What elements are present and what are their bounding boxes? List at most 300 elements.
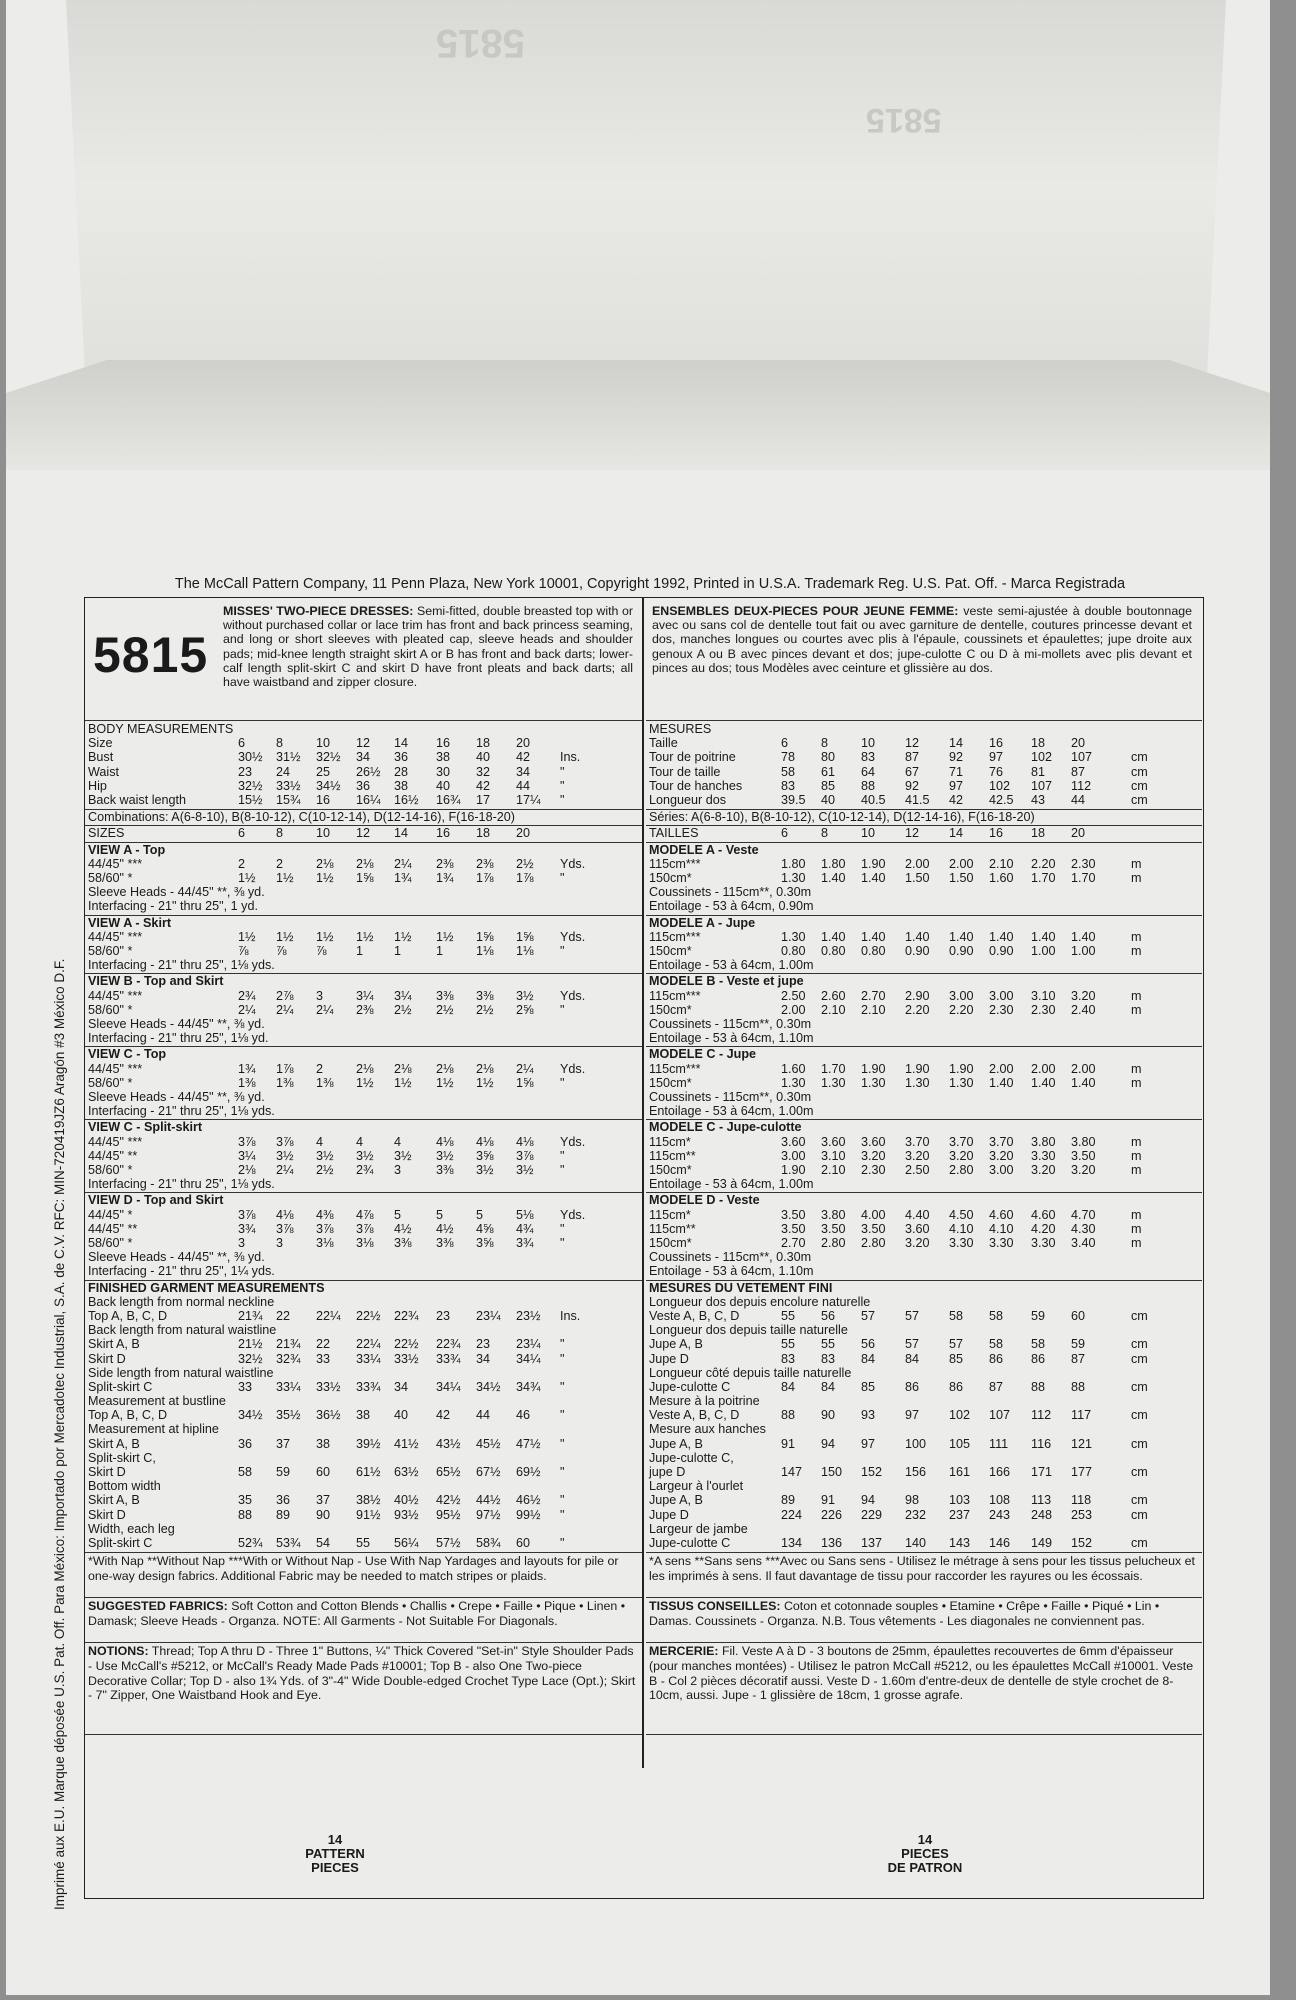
cell-value: 3⅞ (276, 1134, 294, 1149)
cell-value: 3⅜ (436, 1162, 454, 1177)
cell-value: 112 (1071, 778, 1092, 793)
measurement-caption: Measurement at hipline (88, 1422, 219, 1437)
cell-value: 21¾ (238, 1308, 263, 1323)
cell-value: 1½ (276, 929, 294, 944)
cell-value: 3½ (476, 1162, 494, 1177)
cell-value: 16 (316, 792, 331, 807)
view-note: Coussinets - 115cm**, 0.30m (649, 1250, 812, 1265)
cell-value: 31½ (276, 750, 301, 765)
cell-value: 32¾ (276, 1351, 301, 1366)
cell-value: 3.50 (1071, 1148, 1096, 1163)
sizes-row (88, 826, 638, 840)
row-label: Taille (649, 736, 678, 751)
table-row (88, 793, 638, 807)
cell-value: 1½ (316, 870, 334, 885)
unit-label: cm (1131, 1408, 1148, 1423)
row-label: Veste A, B, C, D (649, 1408, 740, 1423)
cell-value: 25 (316, 764, 331, 779)
cell-value: 2⅛ (476, 1061, 494, 1076)
cell-value: 3.80 (1071, 1134, 1096, 1149)
cell-value: 14 (949, 736, 964, 751)
unit-label: " (560, 1221, 565, 1236)
table-row (649, 857, 1198, 871)
cell-value: 86 (989, 1351, 1004, 1366)
measurement-caption: Back length from natural waistline (88, 1323, 277, 1338)
cell-value: 100 (905, 1436, 927, 1451)
unit-label: " (560, 943, 565, 958)
view-title: VIEW C - Split-skirt (88, 1120, 203, 1135)
cell-value: 2¾ (238, 988, 256, 1003)
cell-value: 87 (1071, 764, 1086, 779)
cell-value: 2⅛ (436, 1061, 454, 1076)
unit-label: " (560, 1075, 565, 1090)
table-row (88, 1236, 638, 1250)
cell-value: 111 (989, 1436, 1009, 1451)
cell-value: 1½ (238, 870, 256, 885)
cell-value: 1⅝ (516, 1075, 534, 1090)
unit-label: cm (1131, 792, 1148, 807)
cell-value: 3¼ (238, 1148, 256, 1163)
cell-value: 1 (356, 943, 364, 958)
cell-value: 33½ (276, 778, 301, 793)
notions-title: NOTIONS: (88, 1644, 149, 1659)
sizes-row (649, 826, 1198, 840)
pieces-label: PATTERN (305, 1846, 365, 1861)
table-row (88, 1309, 638, 1323)
cell-value: 57 (905, 1337, 920, 1352)
cell-value: 3.30 (949, 1235, 974, 1250)
cell-value: 2½ (436, 1002, 454, 1017)
measurement-caption: Longueur dos depuis encolure naturelle (649, 1294, 871, 1309)
cell-value: 42.5 (989, 792, 1014, 807)
cell-value: 3⅝ (476, 1235, 494, 1250)
cell-value: 3½ (276, 1148, 294, 1163)
cell-value: 40½ (394, 1493, 419, 1508)
row-label: Skirt A, B (88, 1337, 140, 1352)
cell-value: 5⅛ (516, 1207, 534, 1222)
cell-value: 0.90 (905, 943, 930, 958)
cell-value: 16¾ (436, 792, 461, 807)
cell-value: 2.00 (1031, 1061, 1056, 1076)
cell-value: 55 (781, 1337, 796, 1352)
table-row (649, 1465, 1198, 1479)
table-row (649, 1408, 1198, 1422)
cell-value: 42 (476, 778, 491, 793)
row-label: Tour de taille (649, 764, 721, 779)
row-label: Skirt A, B (88, 1493, 140, 1508)
cell-value: 1½ (476, 1075, 494, 1090)
side-import-text: Imprimé aux E.U. Marque déposée U.S. Pat. Off. Para México: Importado por Mercadotec Industrial, S.A. de C.V. RFC: MIN-720419JZ6 Aragón #3 México D.F. (52, 958, 67, 1910)
cell-value: 63½ (394, 1465, 419, 1480)
cell-value: 38½ (356, 1493, 381, 1508)
cell-value: 40 (476, 750, 491, 765)
unit-label: cm (1131, 750, 1148, 765)
cell-value: 22 (316, 1337, 331, 1352)
cell-value: 97 (989, 750, 1004, 765)
suggested-fabrics (649, 1599, 1196, 1628)
cell-value: 42 (516, 750, 531, 765)
row-label: 150cm* (649, 1162, 692, 1177)
cell-value: 2⅛ (238, 1162, 256, 1177)
cell-value: 81 (1031, 764, 1046, 779)
cell-value: 2⅛ (394, 1061, 412, 1076)
section-rule (85, 1552, 642, 1553)
cell-value: 3¼ (394, 988, 412, 1003)
cell-value: 44½ (476, 1493, 501, 1508)
cell-value: 8 (821, 736, 829, 751)
table-row (88, 1062, 638, 1076)
cell-value: 33½ (394, 1351, 419, 1366)
cell-value: 38 (394, 778, 409, 793)
cell-value: 15½ (238, 792, 263, 807)
table-row (88, 1465, 638, 1479)
cell-value: 118 (1071, 1493, 1092, 1508)
cell-value: 3½ (436, 1148, 454, 1163)
cell-value: 2.70 (861, 988, 886, 1003)
cell-value: 2.00 (905, 856, 930, 871)
cell-value: 3.20 (905, 1235, 930, 1250)
cell-value: 3½ (316, 1148, 334, 1163)
cell-value: 2.40 (1071, 1002, 1096, 1017)
view-title: MODELE A - Veste (649, 842, 759, 857)
cell-value: 4¾ (516, 1221, 534, 1236)
measurement-caption: Mesure à la poitrine (649, 1394, 760, 1409)
cell-value: 2⅛ (316, 856, 334, 871)
row-label: Top A, B, C, D (88, 1308, 168, 1323)
cell-value: 34½ (476, 1379, 501, 1394)
table-title: MESURES DU VETEMENT FINI (649, 1280, 833, 1295)
cell-value: 2.50 (905, 1162, 930, 1177)
cell-value: 34¼ (436, 1379, 461, 1394)
cell-value: 97 (949, 778, 964, 793)
table-row (88, 1380, 638, 1394)
cell-value: 34¼ (516, 1351, 541, 1366)
cell-value: 3.50 (781, 1221, 806, 1236)
cell-value: 3⅞ (276, 1221, 294, 1236)
cell-value: 2.60 (821, 988, 846, 1003)
cell-value: 94 (861, 1493, 876, 1508)
cell-value: 1.70 (1031, 870, 1056, 885)
pieces-count: 14 (917, 1832, 933, 1847)
cell-value: 34½ (238, 1408, 263, 1423)
cell-value: 3.00 (949, 988, 974, 1003)
cell-value: 85 (821, 778, 836, 793)
cell-value: 0.80 (821, 943, 846, 958)
notions-text: Fil. Veste A à D - 3 boutons de 25mm, épaulettes recouvertes de 6mm d'épaisseur (pour manches montées) - Utilisez le patron McCall #5212, ou les épaulettes McCall #10001. Veste B - Col 2 pièces décoratif aussi. Veste D - 1.60m d'entre-deux de dentelle de style crochet de 8-10cm, aussi. Jupe - 1 glissière de 18cm, 1 grosse agrafe. (649, 1644, 1194, 1703)
cell-value: 53¾ (276, 1535, 301, 1550)
notions (88, 1644, 636, 1702)
cell-value: 45½ (476, 1436, 501, 1451)
cell-value: 143 (949, 1535, 971, 1550)
row-label: Waist (88, 764, 120, 779)
table-row (649, 989, 1198, 1003)
row-label: Skirt A, B (88, 1436, 140, 1451)
row-label: 115cm** (649, 1148, 696, 1163)
cell-value: 58 (989, 1337, 1004, 1352)
row-label: 58/60" * (88, 1075, 133, 1090)
unit-label: m (1131, 1134, 1142, 1149)
notions-text: Thread; Top A thru D - Three 1" Buttons, ¼" Thick Covered "Set-in" Style Shoulder Pads - Use McCall's #5212, or McCall's Ready Made Pads #10001; Top B - also One Two-piece Decorative Collar; Top D - also 1¾ Yds. of 3"-4" Wide Double-edged Crochet Type Lace (Opt.); Skirt - 7" Zipper, One Waistband Hook and Eye. (88, 1644, 636, 1703)
row-label: Veste A, B, C, D (649, 1308, 740, 1323)
cell-value: 87 (905, 750, 920, 765)
envelope-fold (6, 360, 1270, 470)
row-label: 115cm*** (649, 988, 701, 1003)
cell-value: 3 (316, 988, 324, 1003)
cell-value: 56¼ (394, 1535, 419, 1550)
cell-value: 35½ (276, 1408, 301, 1423)
pattern-number: 5815 (93, 627, 209, 683)
unit-label: " (560, 1408, 565, 1423)
row-label: 58/60" * (88, 1002, 133, 1017)
yardage-view-block (649, 1193, 1198, 1278)
view-note: Interfacing - 21" thru 25", 1¼ yds. (88, 1264, 275, 1279)
cell-value: 58 (949, 1308, 964, 1323)
cell-value: 248 (1031, 1507, 1053, 1522)
combinations: Séries: A(6-8-10), B(8-10-12), C(10-12-14), D(12-14-16), F(16-18-20) (649, 810, 1035, 825)
cell-value: 3⅞ (238, 1207, 256, 1222)
cell-value: 3.20 (989, 1148, 1014, 1163)
measurement-caption: Bottom width (88, 1479, 161, 1494)
unit-label: Yds. (560, 988, 586, 1003)
unit-label: cm (1131, 1337, 1148, 1352)
table-row (88, 1208, 638, 1222)
size-label: 20 (516, 826, 531, 841)
cell-value: 32½ (238, 1351, 263, 1366)
cell-value: 1 (394, 943, 402, 958)
cell-value: 2.30 (1071, 856, 1096, 871)
table-row (88, 1437, 638, 1451)
cell-value: 26½ (356, 764, 381, 779)
cell-value: 2.70 (781, 1235, 806, 1250)
measurement-caption: Width, each leg (88, 1521, 175, 1536)
cell-value: 43 (1031, 792, 1046, 807)
cell-value: 1½ (238, 929, 256, 944)
yardage-view-block (88, 843, 638, 914)
row-label: 44/45" *** (88, 1134, 143, 1149)
cell-value: 3.30 (1031, 1148, 1056, 1163)
cell-value: 83 (861, 750, 876, 765)
cell-value: 47½ (516, 1436, 541, 1451)
unit-label: cm (1131, 1308, 1148, 1323)
row-label: Split-skirt C (88, 1379, 153, 1394)
row-label: 58/60" * (88, 1235, 133, 1250)
table-row (649, 871, 1198, 885)
cell-value: ⅞ (238, 943, 249, 958)
cell-value: 5 (436, 1207, 444, 1222)
cell-value: 3.40 (1071, 1235, 1096, 1250)
view-title: VIEW C - Top (88, 1047, 167, 1062)
yardage-view-block (88, 974, 638, 1045)
cell-value: 55 (821, 1337, 836, 1352)
cell-value: 117 (1071, 1408, 1092, 1423)
row-label: 44/45" *** (88, 929, 143, 944)
column-divider (642, 598, 644, 1768)
cell-value: 85 (949, 1351, 964, 1366)
cell-value: 58 (989, 1308, 1004, 1323)
cell-value: 103 (949, 1493, 971, 1508)
view-title: MODELE B - Veste et jupe (649, 974, 804, 989)
cell-value: 57 (949, 1337, 964, 1352)
cell-value: 4⅝ (476, 1221, 494, 1236)
unit-label: " (560, 1436, 565, 1451)
cell-value: 1.30 (781, 870, 806, 885)
cell-value: 3.30 (989, 1235, 1014, 1250)
unit-label: cm (1131, 1465, 1148, 1480)
row-label: Skirt D (88, 1351, 126, 1366)
cell-value: 3.20 (905, 1148, 930, 1163)
cell-value: 32½ (238, 778, 263, 793)
cell-value: 137 (861, 1535, 883, 1550)
cell-value: 232 (905, 1507, 927, 1522)
unit-label: Yds. (560, 1207, 586, 1222)
cell-value: 2⅜ (356, 1002, 374, 1017)
cell-value: 146 (989, 1535, 1011, 1550)
row-label: Longueur dos (649, 792, 727, 807)
measurement-caption: Longueur dos depuis taille naturelle (649, 1323, 848, 1338)
table-row (88, 1408, 638, 1422)
cell-value: 1.90 (861, 1061, 886, 1076)
cell-value: 134 (781, 1535, 803, 1550)
cell-value: 10 (316, 736, 331, 751)
cell-value: 3.10 (821, 1148, 846, 1163)
measurement-caption: Largeur à l'ourlet (649, 1479, 744, 1494)
cell-value: 22¾ (436, 1337, 461, 1352)
cell-value: 140 (905, 1535, 927, 1550)
cell-value: 3.00 (989, 988, 1014, 1003)
view-note: Entoilage - 53 à 64cm, 1.00m (649, 958, 814, 973)
view-note: Interfacing - 21" thru 25", 1⅛ yds. (88, 1104, 275, 1119)
cell-value: 2⅜ (436, 856, 454, 871)
cell-value: 2.30 (989, 1002, 1014, 1017)
cell-value: 3.10 (1031, 988, 1056, 1003)
cell-value: 177 (1071, 1465, 1093, 1480)
table-row (649, 1536, 1198, 1550)
view-note: Coussinets - 115cm**, 0.30m (649, 885, 812, 900)
cell-value: 1⅛ (516, 943, 534, 958)
cell-value: 95½ (436, 1507, 461, 1522)
cell-value: 1⅜ (276, 1075, 294, 1090)
table-row (649, 944, 1198, 958)
cell-value: 4 (394, 1134, 402, 1149)
cell-value: 253 (1071, 1507, 1093, 1522)
cell-value: 1.30 (781, 929, 806, 944)
cell-value: 3⅞ (316, 1221, 334, 1236)
cell-value: 93½ (394, 1507, 419, 1522)
row-label: Skirt D (88, 1465, 126, 1480)
size-label: 20 (1071, 826, 1086, 841)
cell-value: 2.80 (949, 1162, 974, 1177)
size-label: 8 (821, 826, 829, 841)
unit-label: " (560, 1507, 565, 1522)
cell-value: 1.40 (989, 1075, 1014, 1090)
row-label: Jupe A, B (649, 1493, 703, 1508)
row-label: Jupe A, B (649, 1436, 703, 1451)
cell-value: 1.30 (821, 1075, 846, 1090)
cell-value: 22½ (394, 1337, 419, 1352)
cell-value: 97½ (476, 1507, 501, 1522)
cell-value: 147 (781, 1465, 803, 1480)
cell-value: 23¼ (516, 1337, 541, 1352)
cell-value: 87 (1071, 1351, 1086, 1366)
row-label: 115cm** (649, 1221, 696, 1236)
cell-value: 58 (238, 1465, 253, 1480)
cell-value: 102 (989, 778, 1011, 793)
cell-value: 3¼ (356, 988, 374, 1003)
cell-value: 102 (1031, 750, 1053, 765)
view-note: Coussinets - 115cm**, 0.30m (649, 1016, 812, 1031)
table-row (649, 750, 1198, 764)
cell-value: 4.50 (949, 1207, 974, 1222)
row-label: Jupe-culotte C (649, 1379, 731, 1394)
cell-value: 38 (356, 1408, 371, 1423)
size-label: 12 (905, 826, 920, 841)
cell-value: 2⅝ (516, 1002, 534, 1017)
table-row (88, 750, 638, 764)
cell-value: 3.00 (989, 1162, 1014, 1177)
unit-label: m (1131, 943, 1142, 958)
row-label: Size (88, 736, 113, 751)
measurement-caption: Largeur de jambe (649, 1521, 748, 1536)
cell-value: 2.20 (949, 1002, 974, 1017)
cell-value: 4⅜ (316, 1207, 334, 1222)
cell-value: 57 (905, 1308, 920, 1323)
cell-value: 1.80 (821, 856, 846, 871)
cell-value: 34 (356, 750, 371, 765)
pieces-label: PIECES (311, 1860, 359, 1875)
suggested-fabrics (88, 1599, 636, 1628)
cell-value: 3⅞ (238, 1134, 256, 1149)
cell-value: 1.90 (861, 856, 886, 871)
measurement-caption: Split-skirt C, (88, 1450, 156, 1465)
size-label: 14 (394, 826, 409, 841)
cell-value: 3.50 (781, 1207, 806, 1222)
cell-value: 60 (316, 1465, 331, 1480)
unit-label: " (560, 1465, 565, 1480)
row-label: Tour de poitrine (649, 750, 736, 765)
row-label: Hip (88, 778, 107, 793)
view-note: Entoilage - 53 à 64cm, 1.00m (649, 1177, 814, 1192)
cell-value: 22¼ (356, 1337, 381, 1352)
row-label: 115cm*** (649, 856, 701, 871)
cell-value: 61 (821, 764, 836, 779)
cell-value: 91 (781, 1436, 796, 1451)
size-label: 6 (238, 826, 246, 841)
cell-value: 46½ (516, 1493, 541, 1508)
cell-value: 84 (821, 1379, 836, 1394)
unit-label: m (1131, 1235, 1142, 1250)
unit-label: cm (1131, 1379, 1148, 1394)
unit-label: cm (1131, 1436, 1148, 1451)
cell-value: 3⅜ (476, 988, 494, 1003)
cell-value: 80 (821, 750, 836, 765)
cell-value: 56 (861, 1337, 876, 1352)
row-label: 150cm* (649, 870, 692, 885)
cell-value: 33¼ (276, 1379, 301, 1394)
cell-value: 1.00 (1031, 943, 1056, 958)
cell-value: 17¼ (516, 792, 541, 807)
cell-value: 40 (394, 1408, 409, 1423)
view-note: Sleeve Heads - 44/45" **, ⅜ yd. (88, 1089, 265, 1104)
row-label: 44/45" *** (88, 1061, 143, 1076)
view-note: Entoilage - 53 à 64cm, 1.00m (649, 1104, 814, 1119)
cell-value: 64 (861, 764, 876, 779)
pattern-pieces-fr (825, 1833, 1025, 1875)
table-row (88, 857, 638, 871)
cell-value: 55 (781, 1308, 796, 1323)
unit-label: m (1131, 1075, 1142, 1090)
cell-value: 1.80 (781, 856, 806, 871)
size-label: 16 (989, 826, 1004, 841)
